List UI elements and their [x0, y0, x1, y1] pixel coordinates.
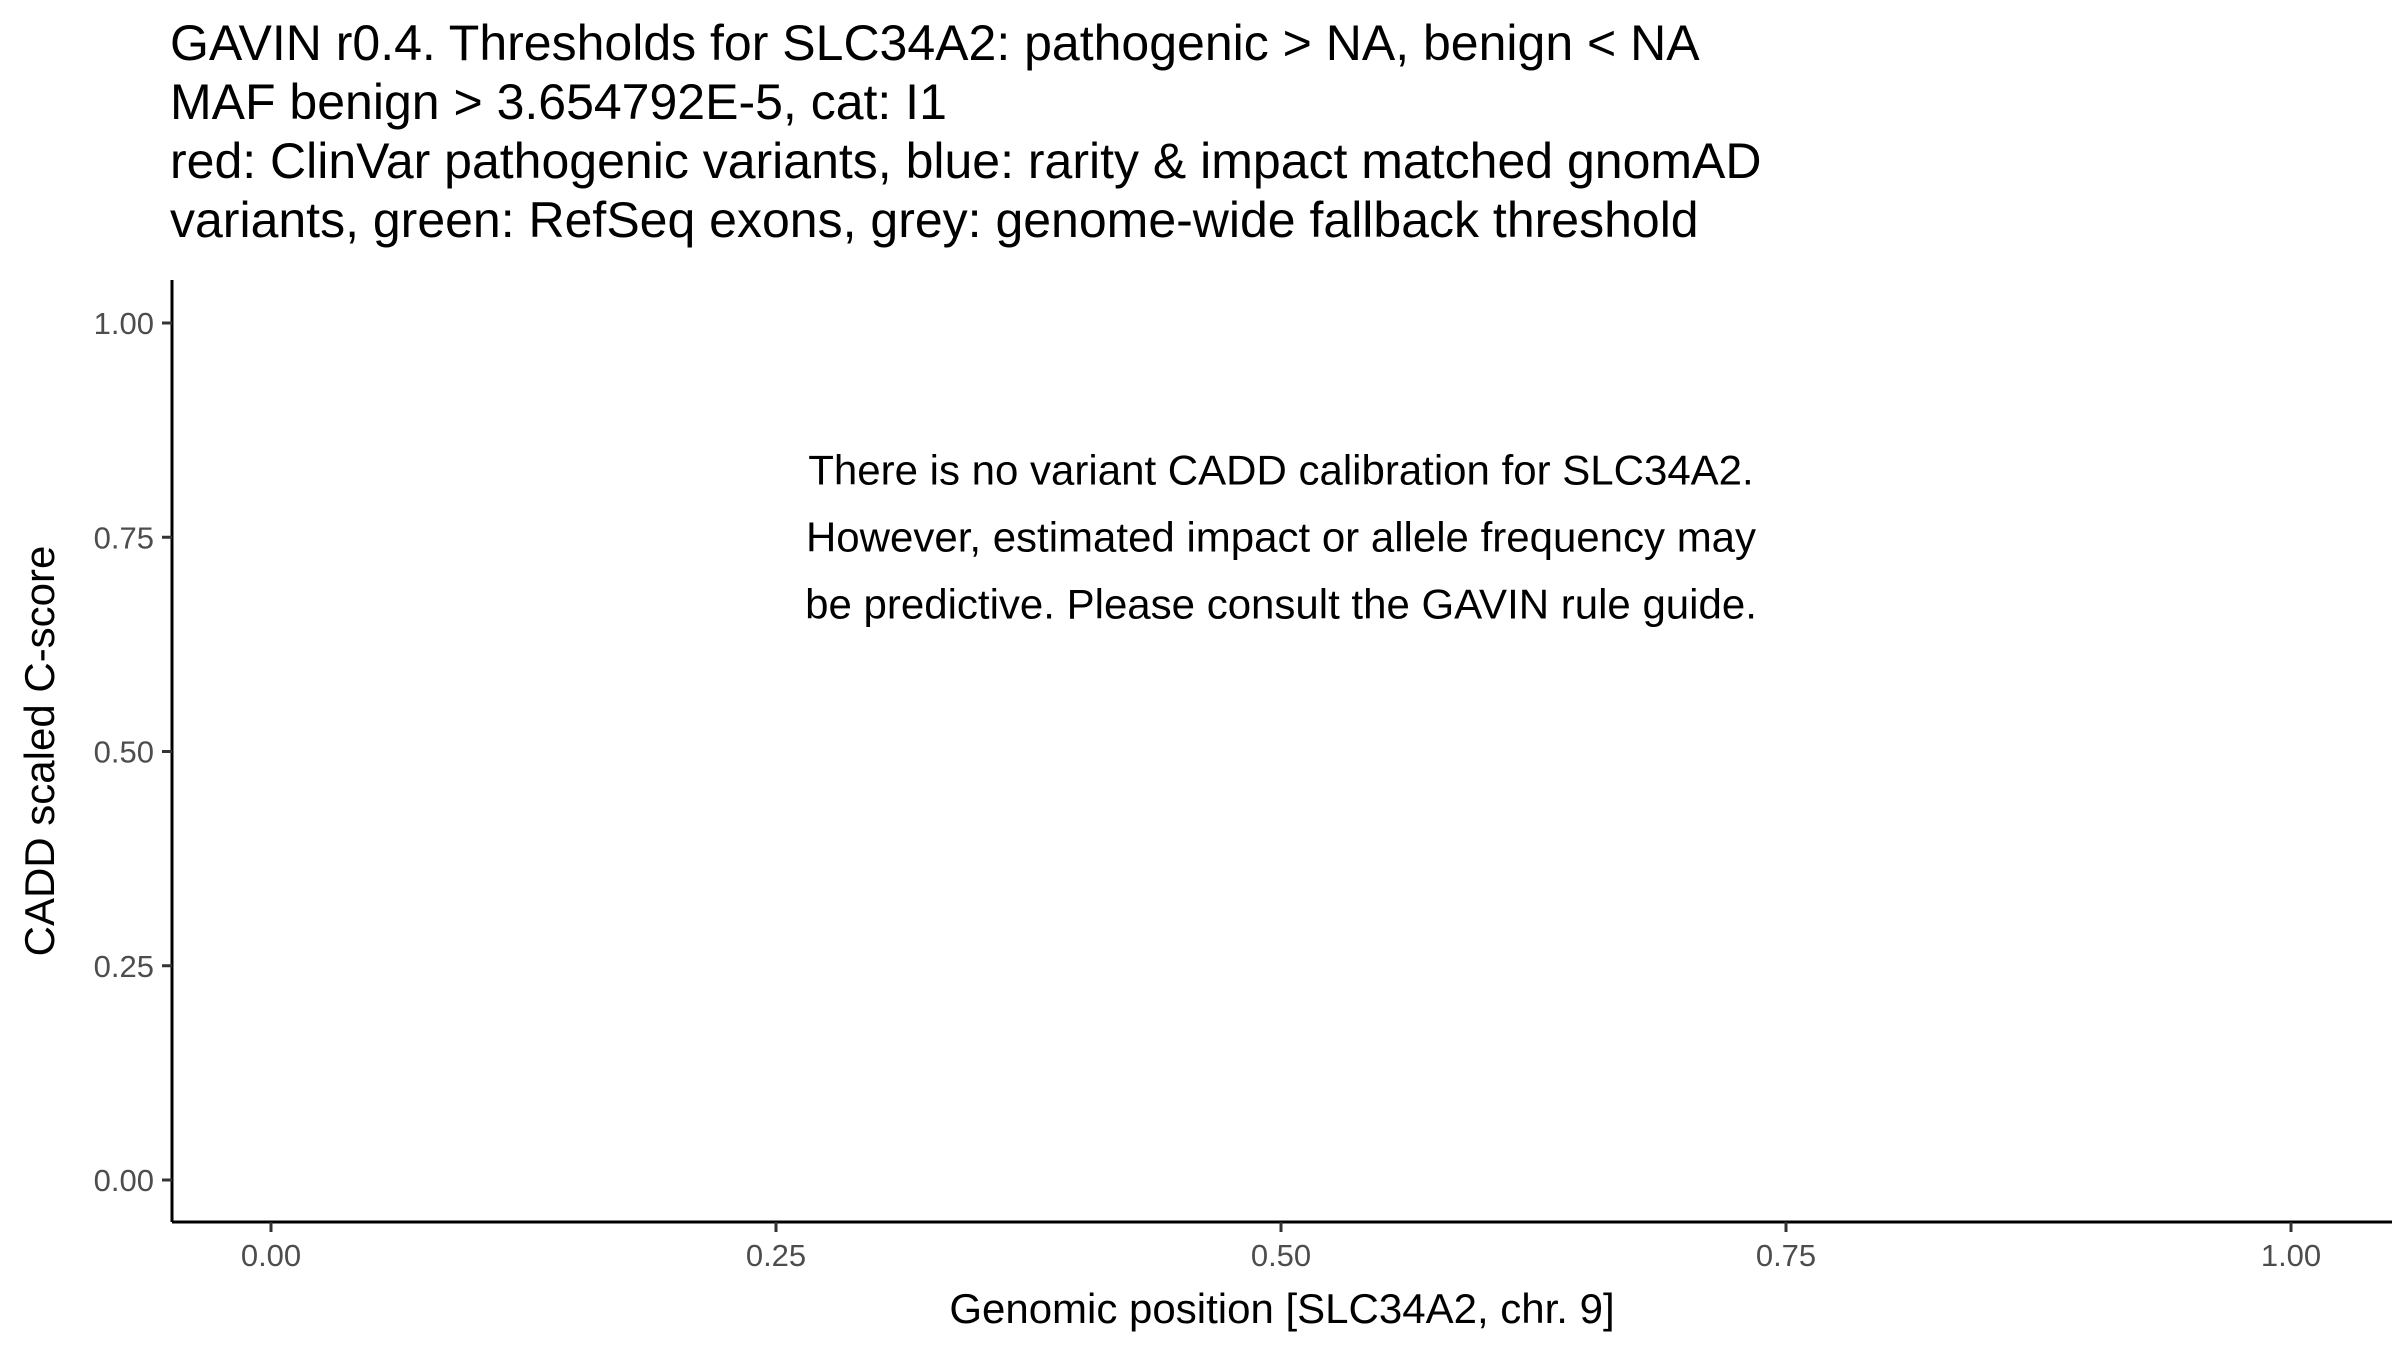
y-tick-label: 0.75: [93, 520, 154, 556]
x-tick-label: 0.75: [1755, 1238, 1817, 1273]
y-axis-ticks: [94, 306, 172, 1198]
y-axis-title: CADD scaled C-score: [16, 545, 63, 957]
note-line-3: be predictive. Please consult the GAVIN rule guide.: [805, 580, 1757, 628]
title-line-2: MAF benign > 3.654792E-5, cat: I1: [170, 74, 947, 130]
y-tick-label: 0.25: [93, 948, 154, 984]
y-tick-label: 1.00: [93, 306, 154, 341]
no-calibration-note: [805, 446, 1757, 627]
y-tick-label: 0.00: [93, 1163, 154, 1198]
note-line-1: There is no variant CADD calibration for SLC34A2.: [808, 446, 1754, 494]
x-tick-label: 0.25: [745, 1238, 807, 1273]
x-axis-title: Genomic position [SLC34A2, chr. 9]: [949, 1285, 1615, 1332]
note-line-2: However, estimated impact or allele frequency may: [805, 513, 1757, 561]
x-axis-ticks: [241, 1222, 2321, 1273]
y-tick-label: 0.50: [93, 734, 154, 770]
x-tick-label: 0.00: [240, 1238, 302, 1273]
x-tick-label: 1.00: [2260, 1238, 2322, 1273]
title-line-3: red: ClinVar pathogenic variants, blue: rarity & impact matched gnomAD: [170, 133, 1762, 189]
title-line-1: GAVIN r0.4. Thresholds for SLC34A2: pathogenic > NA, benign < NA: [170, 15, 1700, 71]
x-tick-label: 0.50: [1250, 1238, 1312, 1273]
title-line-4: variants, green: RefSeq exons, grey: genome-wide fallback threshold: [170, 192, 1699, 248]
